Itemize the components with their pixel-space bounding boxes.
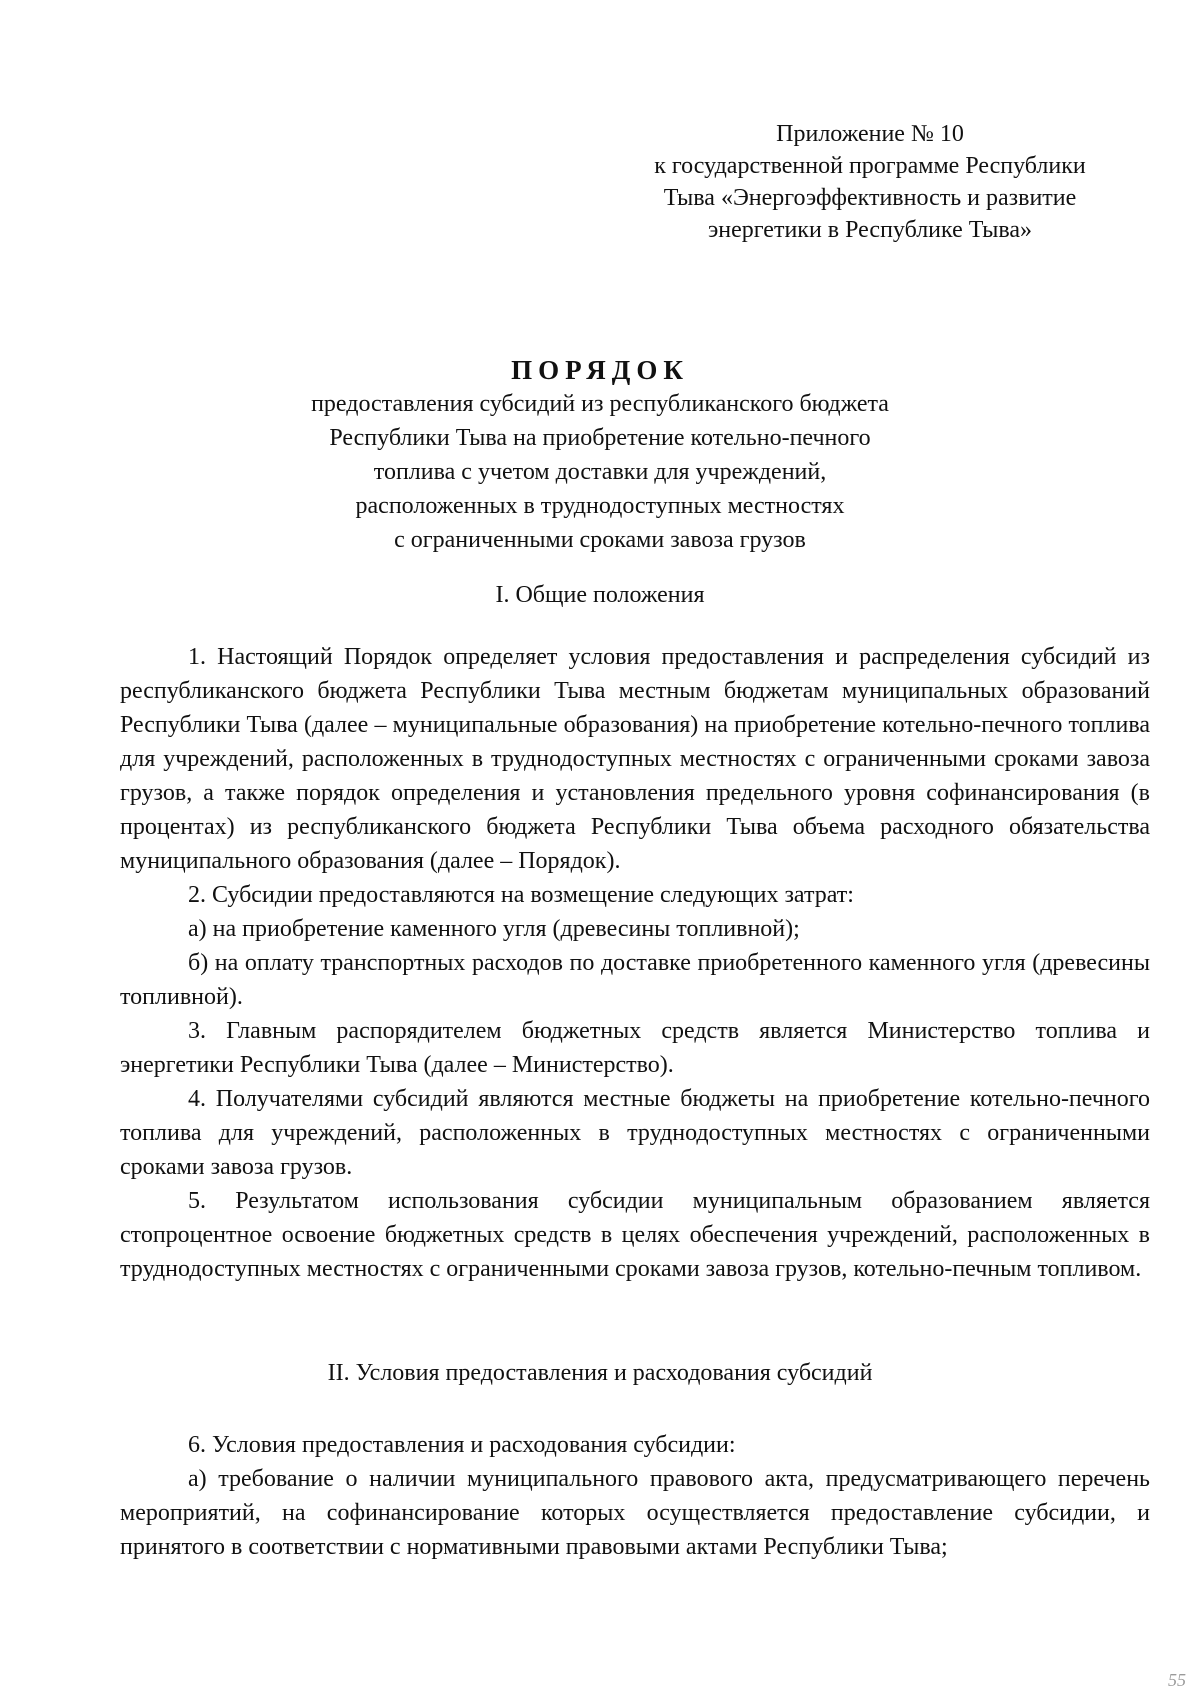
appendix-line-2: к государственной программе Республики [654, 153, 1086, 179]
appendix-line-3: Тыва «Энергоэффективность и развитие [663, 185, 1077, 211]
paragraph-6a: а) требование о наличии муниципального правового акта, предусматривающего перечень мероприятий, на софинансирование которых осуществляется предоставление субсидии, и принятого в соответствии с нормативными правовыми актами Республики Тыва; [120, 1466, 1150, 1560]
subtitle-line: предоставления субсидий из республиканского бюджета [311, 391, 889, 417]
paragraph-4: 4. Получателями субсидий являются местные бюджеты на приобретение котельно-печного топлива для учреждений, расположенных в труднодоступных местностях с ограниченными сроками завоза грузов. [120, 1086, 1150, 1180]
section-2-body [120, 1428, 1150, 1564]
paragraph-5: 5. Результатом использования субсидии муниципальным образованием является стопроцентное освоение бюджетных средств в целях обеспечения учреждений, расположенных в труднодоступных местностях с ограниченными сроками завоза грузов, котельно-печным топливом. [120, 1188, 1150, 1282]
document-title: ПОРЯДОК [511, 355, 689, 385]
subtitle-line: топлива с учетом доставки для учреждений, [373, 459, 827, 485]
section-2-heading: II. Условия предоставления и расходования субсидий [327, 1360, 873, 1386]
appendix-line-4: энергетики в Республике Тыва» [707, 217, 1032, 243]
subtitle-line: Республики Тыва на приобретение котельно-печного [329, 425, 871, 451]
subtitle-line: с ограниченными сроками завоза грузов [394, 527, 806, 553]
paragraph-6: 6. Условия предоставления и расходования субсидии: [188, 1432, 736, 1458]
section-1-body [120, 640, 1150, 1286]
paragraph-1: 1. Настоящий Порядок определяет условия предоставления и распределения субсидий из республиканского бюджета Республики Тыва местным бюджетам муниципальных образований Республики Тыва (далее – муниципальные образования) на приобретение котельно-печного топлива для учреждений, расположенных в труднодоступных местностях с ограниченными сроками завоза грузов, а также порядок определения и установления предельного уровня софинансирования (в процентах) из республиканского бюджета Республики Тыва объема расходного обязательства муниципального образования (далее – Порядок). [120, 644, 1150, 874]
page-corner-mark: 55 [1168, 1670, 1186, 1690]
paragraph-2a: а) на приобретение каменного угля (древесины топливной); [188, 916, 800, 942]
paragraph-3: 3. Главным распорядителем бюджетных средств является Министерство топлива и энергетики Республики Тыва (далее – Министерство). [120, 1018, 1150, 1078]
paragraph-2: 2. Субсидии предоставляются на возмещение следующих затрат: [188, 882, 854, 908]
appendix-number: Приложение № 10 [776, 121, 964, 147]
appendix-header [590, 118, 1150, 246]
paragraph-2b: б) на оплату транспортных расходов по доставке приобретенного каменного угля (древесины топливной). [120, 950, 1150, 1010]
subtitle-line: расположенных в труднодоступных местностях [355, 493, 845, 519]
document-subtitle [200, 387, 1000, 557]
section-1-heading: I. Общие положения [495, 582, 705, 608]
